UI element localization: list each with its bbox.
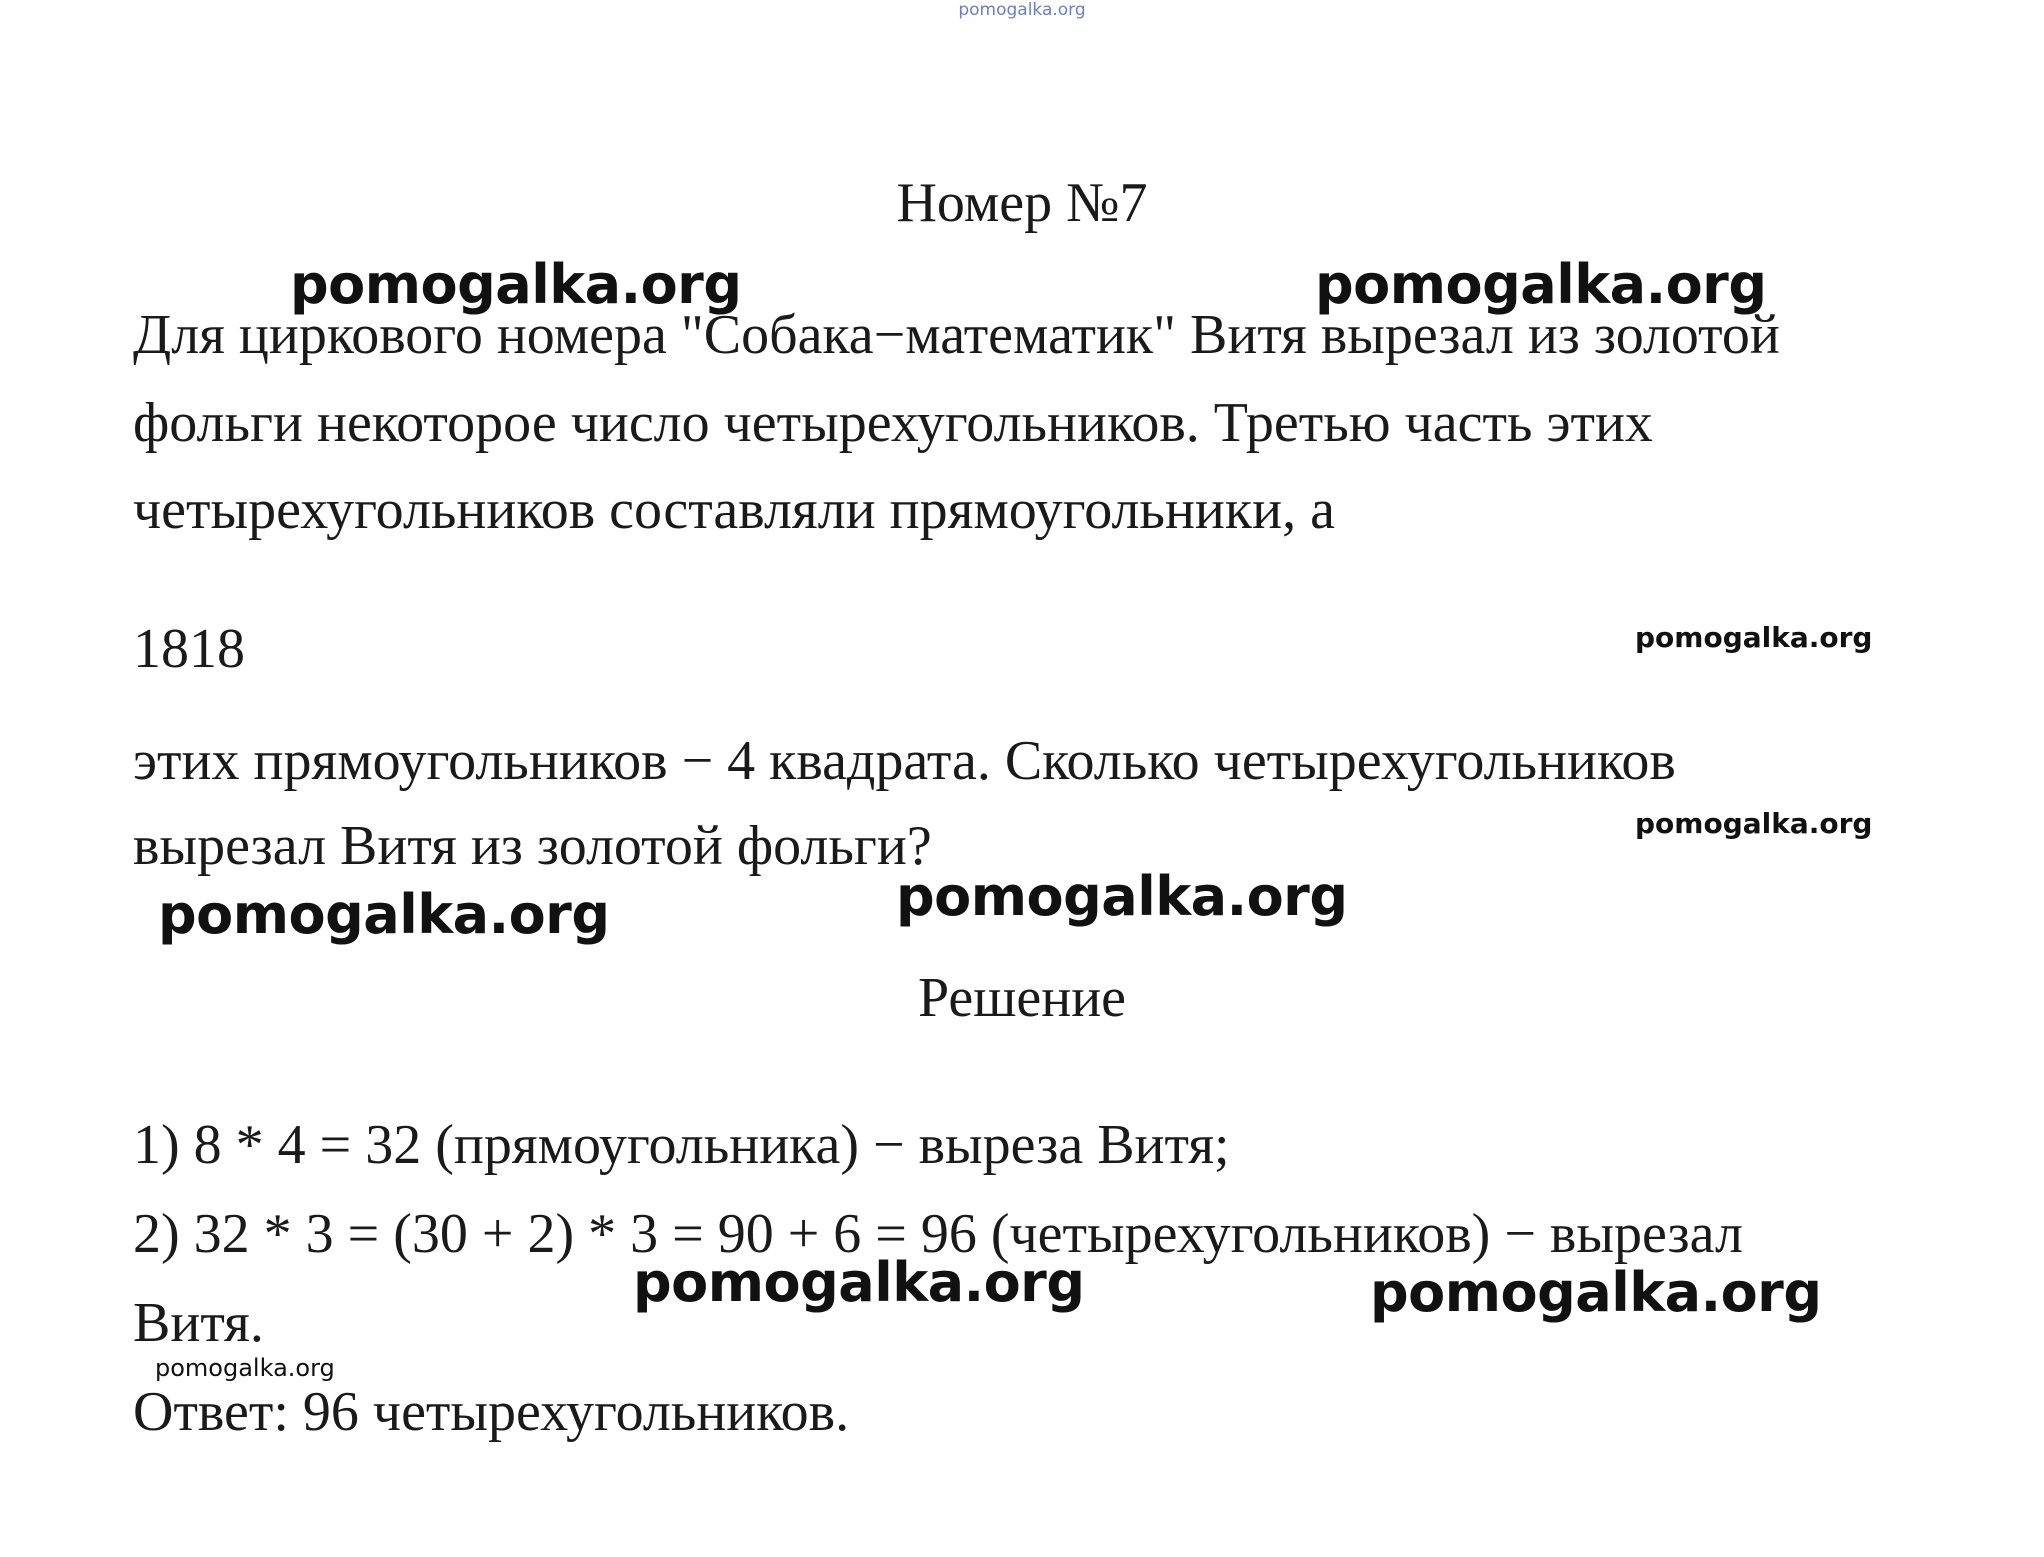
solution-step-1: 1) 8 * 4 = 32 (прямоугольника) − выреза Витя; bbox=[133, 1114, 1230, 1176]
watermark: pomogalka.org bbox=[1635, 807, 1873, 840]
problem-line-1: Для циркового номера "Собака−математик" Витя вырезал из золотой bbox=[133, 304, 1780, 366]
watermark: pomogalka.org bbox=[896, 865, 1348, 928]
problem-line-5: вырезал Витя из золотой фольги? bbox=[133, 815, 932, 877]
watermark: pomogalka.org bbox=[633, 1251, 1085, 1314]
solution-step-2: 2) 32 * 3 = (30 + 2) * 3 = 90 + 6 = 96 (четырехугольников) − вырезал bbox=[133, 1203, 1743, 1265]
problem-line-2: фольги некоторое число четырехугольников. Третью часть этих bbox=[133, 392, 1653, 454]
watermark: pomogalka.org bbox=[1635, 621, 1873, 654]
watermark: pomogalka.org bbox=[1370, 1261, 1822, 1324]
problem-fraction: 1818 bbox=[133, 618, 245, 680]
watermark: pomogalka.org bbox=[1315, 253, 1767, 316]
watermark: pomogalka.org bbox=[155, 1354, 335, 1382]
answer: Ответ: 96 четырехугольников. bbox=[133, 1381, 850, 1443]
problem-line-3: четырехугольников составляли прямоугольники, а bbox=[133, 479, 1335, 541]
watermark: pomogalka.org bbox=[158, 883, 610, 946]
solution-heading: Решение bbox=[917, 967, 1127, 1029]
header-watermark: pomogalka.org bbox=[958, 0, 1086, 20]
page-title: Номер №7 bbox=[896, 172, 1148, 234]
solution-step-2-cont: Витя. bbox=[133, 1292, 264, 1354]
problem-line-4: этих прямоугольников − 4 квадрата. Сколько четырехугольников bbox=[133, 730, 1676, 792]
watermark: pomogalka.org bbox=[290, 253, 742, 316]
